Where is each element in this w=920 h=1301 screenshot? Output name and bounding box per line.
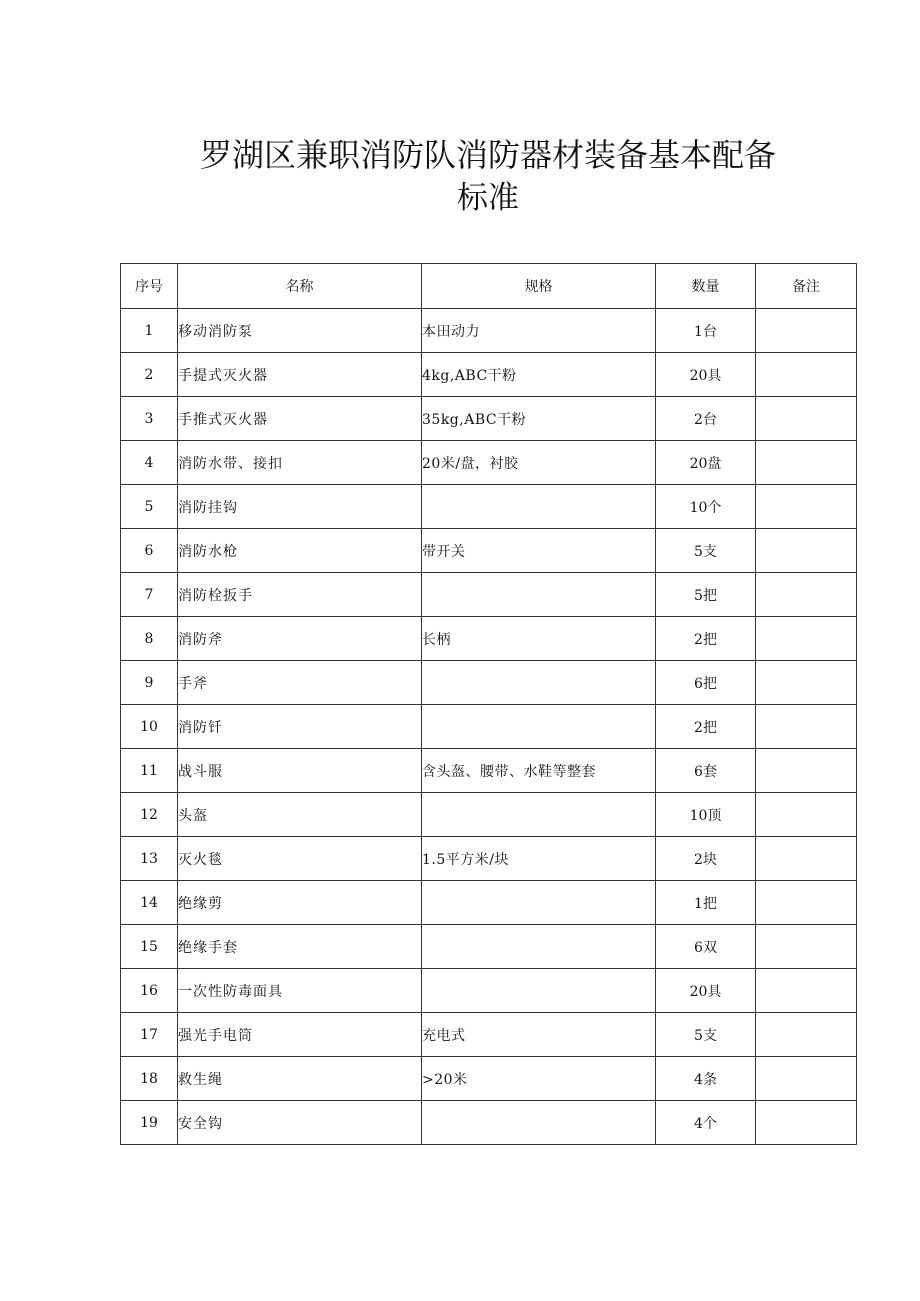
cell-name: 消防斧 <box>178 617 422 661</box>
cell-spec: 35kg,ABC干粉 <box>422 397 656 441</box>
cell-qty: 5支 <box>656 529 756 573</box>
cell-spec <box>422 969 656 1013</box>
cell-qty: 10个 <box>656 485 756 529</box>
cell-name: 一次性防毒面具 <box>178 969 422 1013</box>
cell-name: 消防钎 <box>178 705 422 749</box>
cell-note <box>756 705 857 749</box>
cell-name: 移动消防泵 <box>178 309 422 353</box>
table-row <box>121 661 857 705</box>
cell-no: 6 <box>121 529 178 573</box>
cell-no: 17 <box>121 1013 178 1057</box>
table-row <box>121 793 857 837</box>
cell-no: 8 <box>121 617 178 661</box>
table-row <box>121 397 857 441</box>
cell-note <box>756 441 857 485</box>
cell-spec <box>422 1101 656 1145</box>
cell-qty: 6把 <box>656 661 756 705</box>
cell-name: 手斧 <box>178 661 422 705</box>
table-row <box>121 705 857 749</box>
cell-qty: 6套 <box>656 749 756 793</box>
cell-note <box>756 485 857 529</box>
cell-name: 灭火毯 <box>178 837 422 881</box>
cell-spec: 长柄 <box>422 617 656 661</box>
header-name: 名称 <box>178 264 422 309</box>
cell-note <box>756 573 857 617</box>
table-row <box>121 1057 857 1101</box>
cell-no: 13 <box>121 837 178 881</box>
cell-spec <box>422 881 656 925</box>
cell-note <box>756 529 857 573</box>
cell-name: 强光手电筒 <box>178 1013 422 1057</box>
cell-no: 3 <box>121 397 178 441</box>
cell-qty: 5把 <box>656 573 756 617</box>
cell-spec <box>422 661 656 705</box>
cell-note <box>756 881 857 925</box>
cell-spec <box>422 793 656 837</box>
document-title-line1: 罗湖区兼职消防队消防器材装备基本配备 <box>199 136 776 174</box>
cell-spec: >20米 <box>422 1057 656 1101</box>
cell-spec: 充电式 <box>422 1013 656 1057</box>
table-row <box>121 837 857 881</box>
cell-no: 1 <box>121 309 178 353</box>
cell-note <box>756 749 857 793</box>
cell-qty: 4个 <box>656 1101 756 1145</box>
cell-name: 消防栓扳手 <box>178 573 422 617</box>
cell-no: 12 <box>121 793 178 837</box>
cell-name: 消防水枪 <box>178 529 422 573</box>
table-header-row <box>121 264 857 309</box>
cell-qty: 1把 <box>656 881 756 925</box>
cell-name: 头盔 <box>178 793 422 837</box>
cell-qty: 2把 <box>656 705 756 749</box>
table-row <box>121 353 857 397</box>
cell-spec: 含头盔、腰带、水鞋等整套 <box>422 749 656 793</box>
cell-note <box>756 1101 857 1145</box>
equipment-table <box>120 263 857 1145</box>
header-spec: 规格 <box>422 264 656 309</box>
cell-note <box>756 661 857 705</box>
cell-note <box>756 397 857 441</box>
cell-note <box>756 793 857 837</box>
table-row <box>121 969 857 1013</box>
cell-no: 16 <box>121 969 178 1013</box>
cell-note <box>756 617 857 661</box>
cell-name: 绝缘手套 <box>178 925 422 969</box>
cell-spec <box>422 705 656 749</box>
cell-spec <box>422 485 656 529</box>
cell-no: 18 <box>121 1057 178 1101</box>
document-title-line2: 标准 <box>457 180 519 216</box>
cell-no: 7 <box>121 573 178 617</box>
cell-name: 手推式灭火器 <box>178 397 422 441</box>
cell-no: 2 <box>121 353 178 397</box>
cell-no: 9 <box>121 661 178 705</box>
cell-name: 救生绳 <box>178 1057 422 1101</box>
table-row <box>121 529 857 573</box>
cell-qty: 20具 <box>656 969 756 1013</box>
cell-qty: 2把 <box>656 617 756 661</box>
cell-note <box>756 1057 857 1101</box>
cell-qty: 2台 <box>656 397 756 441</box>
cell-qty: 1台 <box>656 309 756 353</box>
cell-note <box>756 1013 857 1057</box>
cell-name: 消防水带、接扣 <box>178 441 422 485</box>
cell-spec: 1.5平方米/块 <box>422 837 656 881</box>
header-note: 备注 <box>756 264 857 309</box>
cell-no: 4 <box>121 441 178 485</box>
table-row <box>121 1101 857 1145</box>
cell-spec: 4kg,ABC干粉 <box>422 353 656 397</box>
cell-qty: 4条 <box>656 1057 756 1101</box>
cell-no: 10 <box>121 705 178 749</box>
cell-note <box>756 837 857 881</box>
table-row <box>121 881 857 925</box>
cell-note <box>756 309 857 353</box>
cell-no: 15 <box>121 925 178 969</box>
cell-qty: 10顶 <box>656 793 756 837</box>
cell-qty: 20盘 <box>656 441 756 485</box>
header-qty: 数量 <box>656 264 756 309</box>
table-row <box>121 309 857 353</box>
cell-no: 5 <box>121 485 178 529</box>
table-row <box>121 749 857 793</box>
cell-qty: 2块 <box>656 837 756 881</box>
table-row <box>121 573 857 617</box>
table-row <box>121 1013 857 1057</box>
cell-spec: 带开关 <box>422 529 656 573</box>
table-row <box>121 441 857 485</box>
table-row <box>121 617 857 661</box>
cell-qty: 6双 <box>656 925 756 969</box>
cell-name: 安全钩 <box>178 1101 422 1145</box>
document-title <box>0 134 920 220</box>
cell-note <box>756 969 857 1013</box>
cell-no: 11 <box>121 749 178 793</box>
cell-note <box>756 353 857 397</box>
cell-spec: 20米/盘，衬胶 <box>422 441 656 485</box>
cell-name: 手提式灭火器 <box>178 353 422 397</box>
cell-spec <box>422 925 656 969</box>
cell-note <box>756 925 857 969</box>
table-body <box>121 309 857 1145</box>
table-row <box>121 485 857 529</box>
cell-no: 14 <box>121 881 178 925</box>
table-row <box>121 925 857 969</box>
cell-name: 战斗服 <box>178 749 422 793</box>
header-no: 序号 <box>121 264 178 309</box>
cell-no: 19 <box>121 1101 178 1145</box>
cell-name: 消防挂钩 <box>178 485 422 529</box>
cell-name: 绝缘剪 <box>178 881 422 925</box>
cell-qty: 20具 <box>656 353 756 397</box>
cell-qty: 5支 <box>656 1013 756 1057</box>
cell-spec: 本田动力 <box>422 309 656 353</box>
cell-spec <box>422 573 656 617</box>
